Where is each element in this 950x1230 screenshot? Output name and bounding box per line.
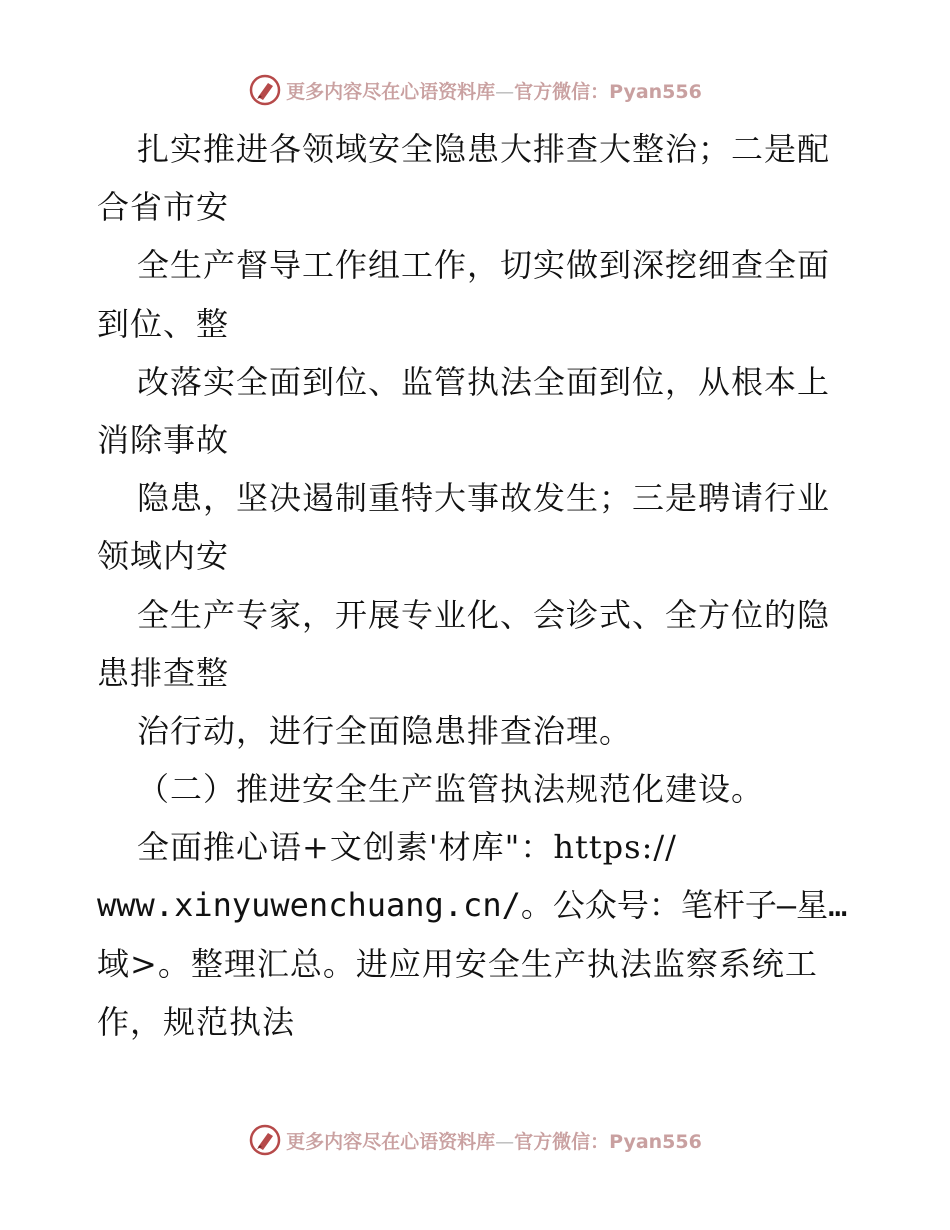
footer-watermark-banner (0, 1120, 950, 1160)
text-line-3: 全生产督导工作组工作，切实做到深挖细查全面 (137, 246, 831, 285)
text-line-8: 领域内安 (97, 537, 230, 576)
text-line-13: 全面推心语+文创素'材库"：https:// (137, 828, 677, 867)
text-line-4: 到位、整 (97, 304, 230, 343)
footer-watermark-main: 更多内容尽在心语资料库 (286, 1130, 496, 1153)
footer-watermark-contact: 官方微信：Pyan556 (514, 1130, 702, 1153)
text-line-7: 隐患，坚决遏制重特大事故发生；三是聘请行业 (137, 479, 831, 518)
footer-watermark-separator: — (495, 1130, 515, 1153)
header-watermark-contact: 官方微信：Pyan556 (514, 80, 702, 103)
document-body (97, 120, 857, 1051)
header-watermark-separator: — (495, 80, 515, 103)
url-text-line: www.xinyuwenchuang.cn/。公众号：笔杆子—星… (97, 886, 848, 925)
text-line-16: 作，规范执法 (97, 1002, 296, 1041)
text-line-5: 改落实全面到位、监管执法全面到位，从根本上 (137, 362, 831, 401)
pen-nib-logo-icon (248, 1123, 282, 1157)
text-line-6: 消除事故 (97, 420, 230, 459)
text-line-2: 合省市安 (97, 188, 230, 227)
text-line-15: 域>。整理汇总。进应用安全生产执法监察系统工 (97, 944, 818, 983)
text-line-1: 扎实推进各领域安全隐患大排查大整治；二是配 (137, 130, 831, 168)
footer-watermark-text (286, 1127, 702, 1154)
header-watermark-text (286, 77, 702, 104)
header-watermark-banner (0, 70, 950, 110)
header-watermark-main: 更多内容尽在心语资料库 (286, 80, 496, 103)
text-line-10: 患排查整 (97, 653, 230, 692)
section-heading-2: （二）推进安全生产监管执法规范化建设。 (137, 770, 765, 809)
text-line-9: 全生产专家，开展专业化、会诊式、全方位的隐 (137, 595, 831, 634)
pen-nib-logo-icon (248, 73, 282, 107)
text-line-11: 治行动，进行全面隐患排查治理。 (137, 711, 633, 750)
